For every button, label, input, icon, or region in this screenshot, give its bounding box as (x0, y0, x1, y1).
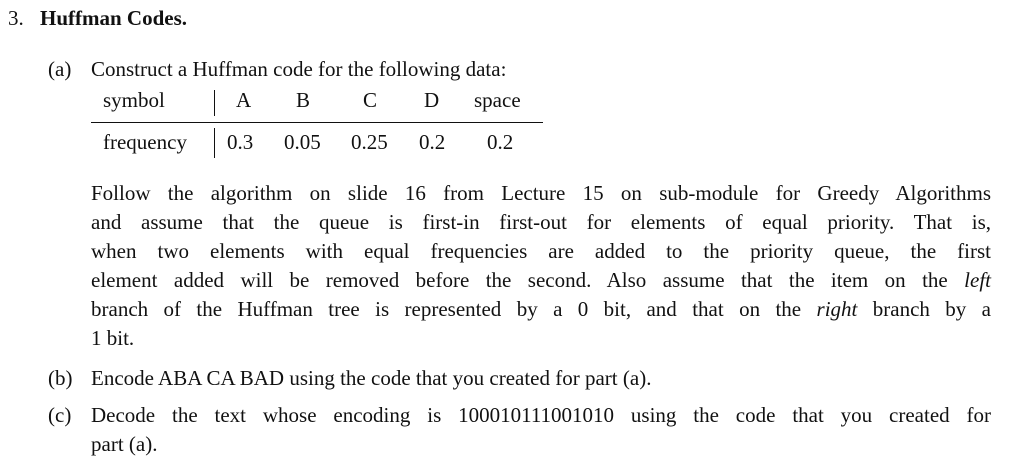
table-header-divider (214, 90, 215, 116)
table-freq-space: 0.2 (487, 130, 514, 154)
part-a-instructions (91, 179, 991, 353)
table-symbol-space: space (474, 88, 521, 112)
table-freq-b: 0.05 (284, 130, 321, 154)
part-a-prompt: Construct a Huffman code for the following data: (91, 57, 507, 81)
instructions-line-5-post: branch by a (872, 297, 992, 321)
table-value-divider (214, 128, 215, 158)
right-emphasis: right (816, 297, 858, 321)
table-header-label: symbol (103, 88, 165, 112)
question-title: Huffman Codes. (40, 6, 188, 30)
instructions-line-2: and assume that the queue is first-in first-out for elements of equal priority. That is, (91, 210, 991, 234)
table-freq-c: 0.25 (351, 130, 388, 154)
part-c-label: (c) (48, 403, 72, 427)
instructions-line-6: 1 bit. (91, 326, 135, 350)
part-c-line-2: part (a). (91, 432, 158, 456)
table-horizontal-rule (91, 122, 543, 123)
part-a-label: (a) (48, 57, 72, 81)
table-symbol-b: B (296, 88, 311, 112)
table-value-label: frequency (103, 130, 187, 154)
table-freq-a: 0.3 (227, 130, 254, 154)
table-freq-d: 0.2 (419, 130, 446, 154)
table-symbol-d: D (424, 88, 440, 112)
instructions-line-5 (91, 295, 991, 324)
part-c-line-1: Decode the text whose encoding is 100010111001010 using the code that you created for (91, 403, 991, 427)
instructions-line-4-text: element added will be removed before the second. Also assume that the item on the (91, 268, 948, 292)
instructions-line-3: when two elements with equal frequencies are added to the priority queue, the first (91, 239, 991, 263)
part-b-label: (b) (48, 366, 73, 390)
instructions-line-4 (91, 266, 991, 295)
instructions-line-1: Follow the algorithm on slide 16 from Lecture 15 on sub-module for Greedy Algorithms (91, 181, 991, 205)
table-symbol-c: C (363, 88, 378, 112)
table-symbol-a: A (236, 88, 252, 112)
question-number: 3. (8, 6, 24, 30)
instructions-line-5-pre: branch of the Huffman tree is represented by a 0 bit, and that on the (91, 297, 802, 321)
part-b-text: Encode ABA CA BAD using the code that you created for part (a). (91, 366, 652, 390)
left-emphasis: left (964, 268, 991, 292)
